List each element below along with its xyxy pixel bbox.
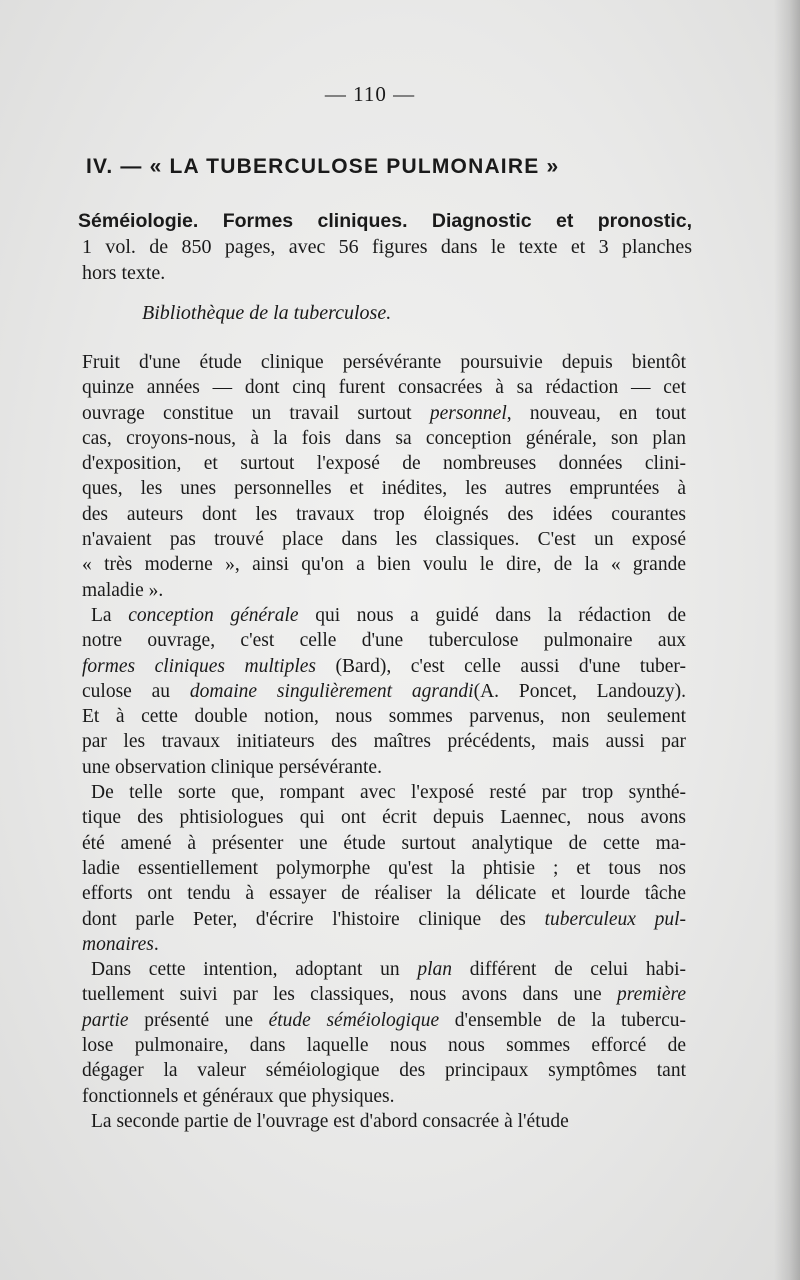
text-line: cas, croyons-nous, à la fois dans sa conception générale, son plan <box>82 427 686 449</box>
text-line: une observation clinique persévérante. <box>82 756 382 778</box>
text-line: lose pulmonaire, dans laquelle nous nous sommes efforcé de <box>82 1035 686 1057</box>
book-collection: Bibliothèque de la tuberculose. <box>142 302 392 324</box>
text-line: été amené à présenter une étude surtout analytique de cette ma- <box>82 832 686 854</box>
text-line: Fruit d'une étude clinique persévérante poursuivie depuis bientôt <box>82 352 686 373</box>
text-line: « très moderne », ainsi qu'on a bien voulu le dire, de la « grande <box>82 554 686 576</box>
text-line: De telle sorte que, rompant avec l'exposé resté par trop synthé- <box>91 782 686 804</box>
text-line: dont parle Peter, d'écrire l'histoire clinique des tuberculeux pul- <box>82 908 686 930</box>
text-line: fonctionnels et généraux que physiques. <box>82 1085 395 1107</box>
text-line: formes cliniques multiples (Bard), c'est celle aussi d'une tuber- <box>82 655 686 677</box>
emphasis: monaires <box>82 933 154 955</box>
text-line: ouvrage constitue un travail surtout personnel, nouveau, en tout <box>82 402 686 424</box>
text-line: partie présenté une étude séméiologique d'ensemble de la tubercu- <box>82 1009 686 1031</box>
text-line: monaires. <box>82 933 159 955</box>
text-line: culose au domaine singulièrement agrandi(A. Poncet, Landouzy). <box>82 680 686 702</box>
text-line: Dans cette intention, adoptant un plan différent de celui habi- <box>91 959 686 981</box>
paragraph <box>82 780 686 957</box>
emphasis: partie <box>82 1009 129 1031</box>
book-details <box>78 208 692 286</box>
book-details-line: 1 vol. de 850 pages, avec 56 figures dans le texte et 3 planches <box>82 236 692 258</box>
text-line: notre ouvrage, c'est celle d'une tuberculose pulmonaire aux <box>82 630 686 652</box>
emphasis: domaine singulièrement agrandi <box>189 680 474 702</box>
paragraph <box>82 1109 686 1134</box>
text-line: tuellement suivi par les classiques, nous avons dans une première <box>82 984 686 1006</box>
chapter-title: IV. — « LA TUBERCULOSE PULMONAIRE » <box>86 155 560 178</box>
emphasis: formes cliniques multiples <box>82 655 316 677</box>
emphasis: conception générale <box>128 604 299 626</box>
text-line: ladie essentiellement polymorphe qu'est la phtisie ; et tous nos <box>82 857 686 879</box>
book-details-line: hors texte. <box>82 262 166 284</box>
emphasis: plan <box>417 959 452 981</box>
paragraph <box>82 957 686 1109</box>
text-line: par les travaux initiateurs des maîtres précédents, mais aussi par <box>82 731 686 753</box>
body-text <box>82 350 686 1134</box>
text-line: Et à cette double notion, nous sommes parvenus, non seulement <box>82 706 686 728</box>
text-line: des auteurs dont les travaux trop éloignés des idées courantes <box>82 503 686 525</box>
text-line: La conception générale qui nous a guidé dans la rédaction de <box>91 604 686 626</box>
text-line: maladie ». <box>82 579 164 601</box>
page-number: — 110 — <box>324 82 416 106</box>
paragraph <box>82 350 686 603</box>
text-line: efforts ont tendu à essayer de réaliser la délicate et lourde tâche <box>82 883 686 905</box>
emphasis: personnel <box>429 402 507 424</box>
emphasis: étude séméiologique <box>268 1009 440 1031</box>
book-subtitle: Séméiologie. Formes cliniques. Diagnostic et pronostic, <box>78 210 692 232</box>
text-line: n'avaient pas trouvé place dans les classiques. C'est un exposé <box>82 529 686 551</box>
emphasis: tuberculeux pul- <box>544 908 686 930</box>
text-line: ques, les unes personnelles et inédites, les autres empruntées à <box>82 478 686 500</box>
text-line: dégager la valeur séméiologique des principaux symptômes tant <box>82 1060 686 1082</box>
text-line: tique des phtisiologues qui ont écrit depuis Laennec, nous avons <box>82 807 686 829</box>
text-line: quinze années — dont cinq furent consacrées à sa rédaction — cet <box>82 377 686 399</box>
text-line: d'exposition, et surtout l'exposé de nombreuses données clini- <box>82 453 686 475</box>
text-line: La seconde partie de l'ouvrage est d'abord consacrée à l'étude <box>91 1110 569 1132</box>
emphasis: première <box>617 984 686 1006</box>
paragraph <box>82 603 686 780</box>
page-gutter-shadow <box>774 0 800 1280</box>
